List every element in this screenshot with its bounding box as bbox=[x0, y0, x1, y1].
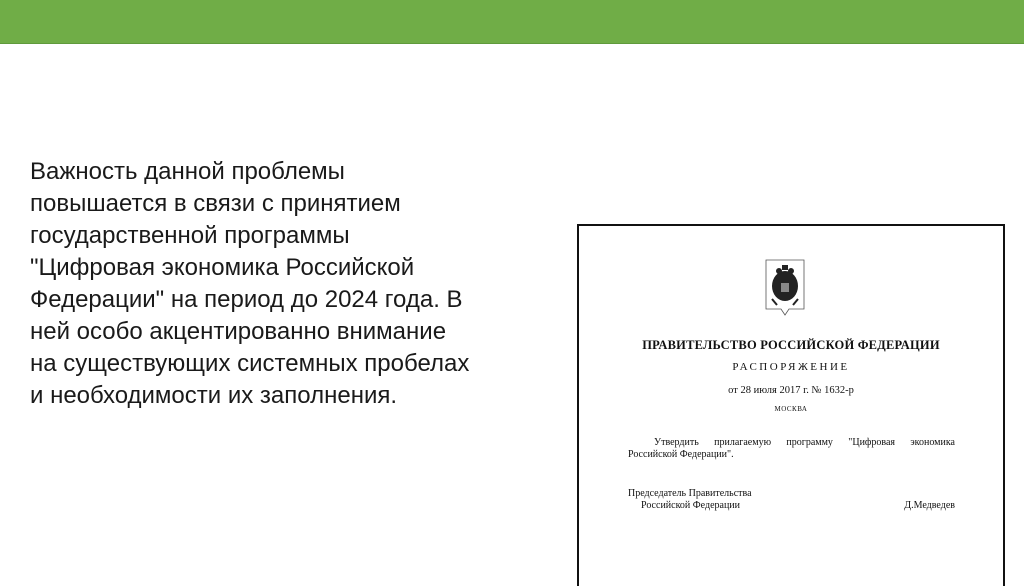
document-date-number: от 28 июля 2017 г. № 1632-р bbox=[728, 385, 854, 396]
signer-title-line: Российской Федерации bbox=[641, 500, 741, 511]
slide-body-text bbox=[30, 156, 550, 412]
text-line: повышается в связи с принятием bbox=[30, 190, 401, 217]
text-line: на существующих системных пробелах bbox=[30, 350, 470, 377]
government-order-document bbox=[577, 224, 1005, 586]
coat-of-arms-icon bbox=[765, 259, 805, 317]
text-line: "Цифровая экономика Российской bbox=[30, 254, 415, 281]
document-title: ПРАВИТЕЛЬСТВО РОССИЙСКОЙ ФЕДЕРАЦИИ bbox=[642, 338, 940, 352]
signer-title bbox=[628, 488, 752, 512]
body-line: Утвердить прилагаемую программу "Цифровая экономика bbox=[654, 437, 955, 448]
text-line: государственной программы bbox=[30, 222, 350, 249]
text-line: Федерации" на период до 2024 года. В bbox=[30, 286, 463, 313]
signer-name: Д.Медведев bbox=[904, 500, 955, 511]
text-line: и необходимости их заполнения. bbox=[30, 382, 398, 409]
body-line: Российской Федерации". bbox=[628, 449, 734, 460]
document-type: РАСПОРЯЖЕНИЕ bbox=[732, 361, 850, 373]
header-bar bbox=[0, 0, 1024, 44]
signer-title-line: Председатель Правительства bbox=[628, 488, 752, 499]
text-line: ней особо акцентированно внимание bbox=[30, 318, 447, 345]
document-city: МОСКВА bbox=[774, 405, 808, 413]
document-body bbox=[628, 437, 955, 461]
text-line: Важность данной проблемы bbox=[30, 158, 345, 185]
